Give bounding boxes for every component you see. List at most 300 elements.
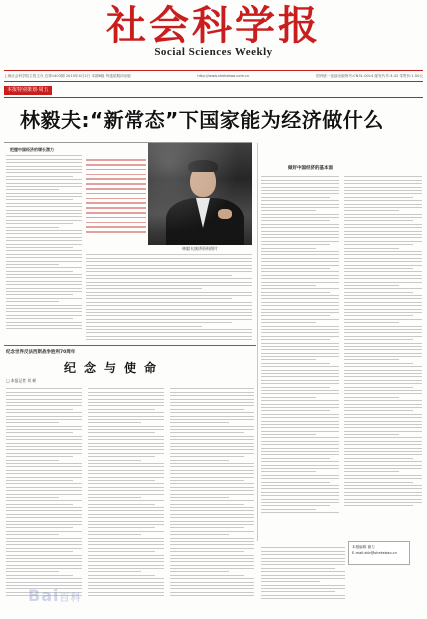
- text-line: [88, 490, 164, 491]
- text-line: [170, 487, 254, 488]
- text-line: [170, 531, 254, 532]
- text-line: [6, 159, 82, 160]
- text-line: [344, 295, 422, 296]
- text-line: [6, 487, 82, 488]
- text-line: [344, 248, 399, 249]
- text-line: [261, 309, 339, 310]
- text-line: [6, 388, 82, 389]
- text-line: [6, 405, 82, 406]
- text-line: [344, 393, 422, 394]
- text-line: [88, 477, 164, 478]
- text-line: [261, 598, 345, 599]
- text-line: [170, 575, 244, 576]
- text-line: [344, 417, 422, 418]
- text-line: [344, 224, 422, 225]
- text-line: [86, 254, 252, 255]
- text-line: [6, 237, 82, 238]
- text-line: [261, 349, 339, 350]
- text-line: [344, 214, 422, 215]
- text-line: [170, 568, 254, 569]
- text-line: [261, 224, 339, 225]
- text-line: [6, 422, 59, 423]
- text-line: [6, 558, 82, 559]
- text-line: [170, 436, 254, 437]
- text-line: [344, 451, 422, 452]
- text-line: [86, 302, 252, 303]
- text-line: [261, 353, 339, 354]
- text-line: [261, 278, 339, 279]
- text-line: [261, 241, 339, 242]
- text-line: [261, 434, 316, 435]
- text-line: [261, 482, 330, 483]
- text-line: [261, 359, 316, 360]
- text-line: [6, 571, 59, 572]
- speaker-photo: [148, 143, 252, 245]
- text-line: [344, 353, 422, 354]
- text-line: [344, 485, 422, 486]
- editor-credit-box: [348, 541, 410, 565]
- text-line: [6, 463, 82, 464]
- text-line: [88, 575, 155, 576]
- text-line: [170, 388, 254, 389]
- text-line: [6, 538, 82, 539]
- text-line: [344, 404, 422, 405]
- text-line: [6, 517, 82, 518]
- text-line: [344, 244, 413, 245]
- text-line: [261, 465, 339, 466]
- text-line: [344, 471, 399, 472]
- text-line: [88, 388, 164, 389]
- text-line: [261, 578, 345, 579]
- text-line: [88, 426, 164, 427]
- pull-quote-line: [86, 164, 146, 166]
- text-line: [6, 544, 82, 545]
- pull-quote-line: [86, 159, 146, 161]
- text-line: [6, 507, 82, 508]
- text-line: [261, 471, 316, 472]
- text-line: [6, 183, 82, 184]
- text-line: [6, 514, 82, 515]
- text-line: [86, 322, 232, 323]
- info-left: 上海社会科学院主管主办 总第1403期 2015年4月2日 本期8版 每逢星期四出版: [4, 74, 131, 78]
- text-line: [344, 461, 422, 462]
- text-line: [261, 292, 330, 293]
- text-line: [261, 254, 339, 255]
- text-line: [344, 237, 422, 238]
- text-line: [344, 176, 422, 177]
- text-line: [170, 534, 229, 535]
- text-line: [261, 373, 339, 374]
- text-line: [344, 488, 422, 489]
- text-line: [261, 478, 339, 479]
- text-line: [261, 554, 345, 555]
- text-line: [6, 541, 82, 542]
- text-line: [86, 309, 252, 310]
- text-line: [344, 482, 413, 483]
- text-line: [170, 497, 229, 498]
- text-line: [88, 416, 164, 417]
- text-line: [88, 531, 164, 532]
- text-line: [261, 268, 330, 269]
- pull-quote-line: [86, 183, 146, 185]
- text-line: [170, 392, 254, 393]
- text-line: [170, 500, 254, 501]
- section2-column-3: [170, 386, 254, 598]
- text-line: [261, 343, 339, 344]
- text-line: [261, 204, 339, 205]
- text-line: [88, 453, 164, 454]
- text-line: [88, 548, 164, 549]
- text-line: [88, 487, 164, 488]
- text-line: [261, 509, 316, 510]
- text-line: [344, 254, 422, 255]
- text-line: [86, 285, 252, 286]
- text-line: [261, 397, 316, 398]
- text-line: [261, 312, 339, 313]
- text-line: [6, 490, 82, 491]
- text-line: [6, 456, 73, 457]
- text-line: [261, 502, 339, 503]
- text-line: [344, 312, 422, 313]
- text-line: [6, 416, 82, 417]
- text-line: [261, 485, 339, 486]
- text-line: [6, 172, 82, 173]
- text-line: [170, 443, 254, 444]
- text-line: [344, 326, 422, 327]
- text-line: [344, 241, 422, 242]
- text-line: [88, 449, 164, 450]
- text-line: [261, 393, 339, 394]
- text-line: [6, 504, 73, 505]
- text-line: [88, 571, 141, 572]
- text-line: [261, 251, 339, 252]
- text-line: [6, 446, 82, 447]
- text-line: [170, 578, 254, 579]
- text-line: [344, 441, 422, 442]
- text-line: [170, 510, 254, 511]
- text-line: [261, 187, 339, 188]
- text-line: [6, 210, 82, 211]
- text-line: [170, 561, 254, 562]
- text-line: [344, 505, 413, 506]
- text-line: [261, 588, 345, 589]
- text-line: [344, 414, 422, 415]
- text-line: [261, 383, 339, 384]
- text-line: [261, 505, 330, 506]
- text-line: [170, 409, 244, 410]
- text-line: [344, 427, 422, 428]
- text-line: [6, 466, 82, 467]
- text-line: [88, 497, 141, 498]
- text-line: [344, 434, 399, 435]
- text-line: [261, 295, 339, 296]
- text-line: [170, 558, 254, 559]
- text-line: [88, 494, 164, 495]
- text-line: [344, 359, 399, 360]
- text-line: [344, 468, 422, 469]
- text-line: [344, 499, 422, 500]
- text-line: [261, 227, 339, 228]
- text-line: [344, 424, 422, 425]
- text-line: [344, 261, 422, 262]
- text-line: [88, 521, 164, 522]
- text-line: [344, 210, 399, 211]
- pull-quote-line: [86, 169, 146, 171]
- text-line: [261, 404, 339, 405]
- text-line: [86, 292, 252, 293]
- text-line: [6, 483, 82, 484]
- text-line: [261, 488, 339, 489]
- text-line: [86, 298, 232, 299]
- text-line: [261, 370, 339, 371]
- text-line: [344, 397, 399, 398]
- text-line: [170, 494, 254, 495]
- text-line: [86, 282, 252, 283]
- text-line: [6, 527, 73, 528]
- section-tag: 本报特别策划·周五: [4, 86, 52, 95]
- text-line: [88, 582, 164, 583]
- text-line: [261, 461, 339, 462]
- text-line: [261, 346, 339, 347]
- text-line: [261, 424, 339, 425]
- text-line: [170, 453, 254, 454]
- section2-kicker: 纪念世界反法西斯战争胜利70周年: [6, 350, 76, 355]
- text-line: [261, 568, 335, 569]
- text-line: [344, 492, 422, 493]
- text-line: [261, 581, 320, 582]
- text-line: [6, 439, 82, 440]
- text-line: [6, 565, 82, 566]
- main-headline: 林毅夫:“新常态”下国家能为经济做什么: [20, 108, 384, 132]
- text-line: [344, 275, 422, 276]
- text-line: [6, 179, 82, 180]
- text-line: [170, 456, 244, 457]
- text-line: [6, 186, 82, 187]
- watermark-suffix: 百科: [59, 593, 82, 604]
- text-line: [261, 376, 339, 377]
- text-line: [344, 258, 422, 259]
- text-line: [170, 514, 254, 515]
- text-line: [261, 332, 339, 333]
- text-line: [6, 568, 82, 569]
- text-line: [170, 592, 254, 593]
- text-line: [344, 234, 422, 235]
- text-line: [88, 524, 164, 525]
- text-line: [86, 326, 202, 327]
- text-line: [261, 437, 339, 438]
- pull-quote-line: [86, 212, 146, 214]
- text-line: [261, 458, 330, 459]
- text-line: [88, 432, 155, 433]
- text-line: [88, 551, 155, 552]
- text-line: [170, 426, 254, 427]
- text-line: [344, 329, 422, 330]
- text-line: [344, 332, 422, 333]
- text-line: [170, 405, 254, 406]
- text-line: [6, 250, 82, 251]
- text-line: [170, 548, 254, 549]
- text-line: [170, 402, 254, 403]
- text-line: [170, 460, 229, 461]
- text-line: [6, 322, 82, 323]
- text-line: [6, 284, 82, 285]
- baidu-watermark: [28, 586, 81, 605]
- pull-quote-line: [86, 174, 146, 176]
- section2-column-1: [6, 386, 82, 598]
- text-line: [170, 419, 254, 420]
- text-line: [6, 247, 73, 248]
- text-line: [88, 463, 164, 464]
- text-line: [88, 480, 155, 481]
- text-line: [344, 336, 422, 337]
- text-line: [6, 240, 82, 241]
- text-line: [261, 356, 339, 357]
- text-line: [88, 399, 164, 400]
- text-line: [88, 392, 164, 393]
- text-line: [261, 427, 339, 428]
- column-subhead: 把握中国经济的增长潜力: [10, 147, 54, 152]
- text-line: [86, 258, 252, 259]
- text-line: [86, 312, 252, 313]
- text-line: [6, 230, 82, 231]
- text-line: [261, 558, 345, 559]
- text-line: [261, 495, 339, 496]
- text-line: [86, 261, 252, 262]
- text-line: [261, 417, 339, 418]
- text-line: [170, 480, 244, 481]
- text-line: [88, 429, 164, 430]
- text-line: [261, 451, 339, 452]
- text-line: [344, 454, 422, 455]
- text-line: [344, 380, 422, 381]
- text-line: [261, 547, 345, 548]
- text-line: [88, 507, 164, 508]
- text-line: [6, 288, 82, 289]
- text-line: [6, 402, 82, 403]
- text-line: [170, 466, 254, 467]
- text-line: [88, 439, 164, 440]
- text-line: [261, 197, 330, 198]
- text-line: [344, 376, 422, 377]
- pull-quote: [86, 156, 146, 234]
- text-line: [6, 328, 82, 329]
- text-line: [86, 329, 252, 330]
- text-line: [170, 463, 254, 464]
- masthead-subtitle: Social Sciences Weekly: [154, 46, 273, 58]
- text-line: [6, 510, 82, 511]
- text-line: [170, 395, 254, 396]
- pull-quote-line: [86, 188, 146, 190]
- text-line: [170, 490, 254, 491]
- text-line: [344, 217, 422, 218]
- text-line: [261, 200, 339, 201]
- text-line: [261, 190, 339, 191]
- text-line: [261, 512, 339, 513]
- text-line: [6, 494, 82, 495]
- text-line: [261, 492, 339, 493]
- text-line: [261, 193, 339, 194]
- text-line: [261, 363, 330, 364]
- text-line: [261, 585, 345, 586]
- text-line: [6, 524, 82, 525]
- text-line: [261, 248, 316, 249]
- text-line: [344, 410, 413, 411]
- text-line: [344, 407, 422, 408]
- text-line: [6, 311, 82, 312]
- text-line: [261, 288, 339, 289]
- text-line: [6, 203, 82, 204]
- text-line: [86, 332, 252, 333]
- masthead-title: 社会科学报: [106, 2, 321, 49]
- text-line: [344, 268, 413, 269]
- text-line: [86, 339, 252, 340]
- text-line: [6, 305, 82, 306]
- pull-quote-line: [86, 226, 146, 228]
- text-line: [6, 409, 73, 410]
- text-line: [88, 436, 164, 437]
- section2-column-2: [88, 386, 164, 598]
- text-line: [6, 555, 82, 556]
- text-line: [170, 521, 254, 522]
- text-line: [6, 264, 59, 265]
- text-line: [6, 412, 82, 413]
- text-line: [261, 421, 339, 422]
- text-line: [6, 162, 82, 163]
- text-line: [88, 517, 164, 518]
- text-line: [170, 517, 254, 518]
- text-line: [86, 278, 252, 279]
- text-line: [6, 497, 59, 498]
- text-line: [6, 196, 82, 197]
- text-line: [88, 402, 164, 403]
- text-line: [88, 405, 164, 406]
- text-line: [6, 473, 82, 474]
- text-line: [86, 268, 252, 269]
- text-line: [344, 465, 422, 466]
- text-line: [261, 561, 345, 562]
- section2-byline: □ 本报记者 刘 顿: [6, 378, 36, 383]
- text-line: [86, 265, 252, 266]
- text-line: [86, 336, 252, 337]
- text-line: [86, 288, 202, 289]
- text-line: [344, 346, 422, 347]
- masthead: [0, 4, 427, 58]
- text-line: [88, 558, 164, 559]
- text-line: [170, 504, 244, 505]
- text-line: [88, 561, 164, 562]
- editor-line: 本版编辑 谢力: [352, 545, 375, 549]
- text-line: [88, 592, 164, 593]
- text-line: [6, 254, 82, 255]
- text-line: [261, 414, 339, 415]
- text-line: [6, 575, 73, 576]
- text-line: [6, 521, 82, 522]
- text-line: [344, 458, 413, 459]
- text-line: [6, 432, 73, 433]
- pull-quote-line: [86, 222, 146, 224]
- watermark-text: Bai: [28, 586, 60, 605]
- text-line: [261, 234, 339, 235]
- text-line: [88, 409, 155, 410]
- text-line: [344, 288, 422, 289]
- text-line: [261, 410, 330, 411]
- text-line: [88, 466, 164, 467]
- text-line: [261, 180, 339, 181]
- publication-info-bar: [4, 70, 423, 82]
- text-line: [344, 339, 413, 340]
- text-line: [344, 421, 422, 422]
- text-line: [170, 527, 244, 528]
